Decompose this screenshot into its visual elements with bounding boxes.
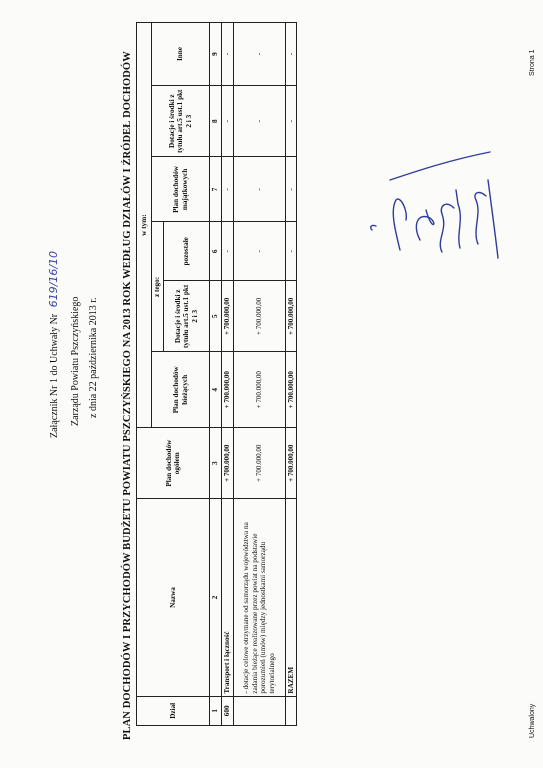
- resolution-reference: Załącznik Nr 1 do Uchwały Nr 619/16/10: [47, 250, 60, 438]
- header-plan-ogolem: Plan dochodów ogółem: [137, 428, 210, 499]
- header-dotacje-majatkowe: Dotacje i środki z tytułu art.5 ust.1 pkt 2 i 3: [152, 86, 210, 157]
- board-name: Zarządu Powiatu Pszczyńskiego: [70, 296, 81, 426]
- footer-status: Uchwalony: [529, 703, 536, 738]
- section-value: + 700.000,00: [222, 428, 234, 499]
- header-z-tego: z tego:: [152, 222, 164, 352]
- detail-value: -: [233, 23, 285, 86]
- detail-value: -: [233, 86, 285, 157]
- section-value: + 700.000,00: [222, 352, 234, 428]
- header-inne: Inne: [152, 23, 210, 86]
- column-number: 3: [210, 428, 222, 499]
- section-dzial: 600: [222, 696, 234, 725]
- section-value: -: [222, 23, 234, 86]
- detail-value: + 700.000,00: [233, 281, 285, 352]
- detail-value: -: [233, 157, 285, 222]
- total-value: + 700.000,00: [285, 352, 297, 428]
- section-value: -: [222, 86, 234, 157]
- total-value: + 700.000,00: [285, 428, 297, 499]
- total-value: -: [285, 157, 297, 222]
- header-dzial: Dział: [137, 696, 210, 725]
- total-name: RAZEM: [285, 499, 297, 696]
- resolution-date: z dnia 22 października 2013 r.: [88, 297, 99, 418]
- header-plan-biezacych: Plan dochodów bieżących: [152, 352, 210, 428]
- section-value: + 700.000,00: [222, 281, 234, 352]
- section-value: -: [222, 157, 234, 222]
- detail-value: + 700.000,00: [233, 352, 285, 428]
- total-value: -: [285, 23, 297, 86]
- total-dzial-empty: [285, 696, 297, 725]
- budget-table: [136, 22, 297, 726]
- page-number: Strona 1: [529, 49, 536, 76]
- column-number: 2: [210, 499, 222, 696]
- section-value: -: [222, 222, 234, 281]
- header-nazwa: Nazwa: [137, 499, 210, 696]
- table-row-section: [222, 23, 234, 726]
- detail-name: - dotacje celowe otrzymane od samorządu województwa na zadania bieżące realizowane przez powiat na podstawie porozumień (umów) między jednostkami samorządu terytorialnego: [233, 499, 285, 696]
- total-value: + 700.000,00: [285, 281, 297, 352]
- handwritten-signatures: [360, 110, 510, 270]
- column-number: 8: [210, 86, 222, 157]
- resolution-number-handwritten: 619/16/10: [47, 250, 60, 308]
- section-name: Transport i łączność: [222, 499, 234, 696]
- total-value: -: [285, 222, 297, 281]
- header-pozostale: pozostałe: [164, 222, 210, 281]
- detail-dzial-empty: [233, 696, 285, 725]
- column-number: 5: [210, 281, 222, 352]
- table-row-total: [285, 23, 297, 726]
- table-row-detail: [233, 23, 285, 726]
- column-number: 9: [210, 23, 222, 86]
- column-number: 6: [210, 222, 222, 281]
- detail-value: + 700.000,00: [233, 428, 285, 499]
- column-number: 1: [210, 696, 222, 725]
- header-dotacje-biezace: Dotacje i środki z tytułu art.5 ust.1 pkt 2 i 3: [164, 281, 210, 352]
- column-number: 7: [210, 157, 222, 222]
- column-number: 4: [210, 352, 222, 428]
- column-number-row: [210, 23, 222, 726]
- document-title: PLAN DOCHODÓW I PRZYCHODÓW BUDŻETU POWIATU PSZCZYŃSKIEGO NA 2013 ROK WEDŁUG DZIAŁÓW I ŹRÓDEŁ DOCHODÓW: [122, 51, 133, 740]
- header-w-tym: w tym:: [137, 23, 152, 428]
- total-value: -: [285, 86, 297, 157]
- header-plan-majatkowych: Plan dochodów majątkowych: [152, 157, 210, 222]
- detail-value: -: [233, 222, 285, 281]
